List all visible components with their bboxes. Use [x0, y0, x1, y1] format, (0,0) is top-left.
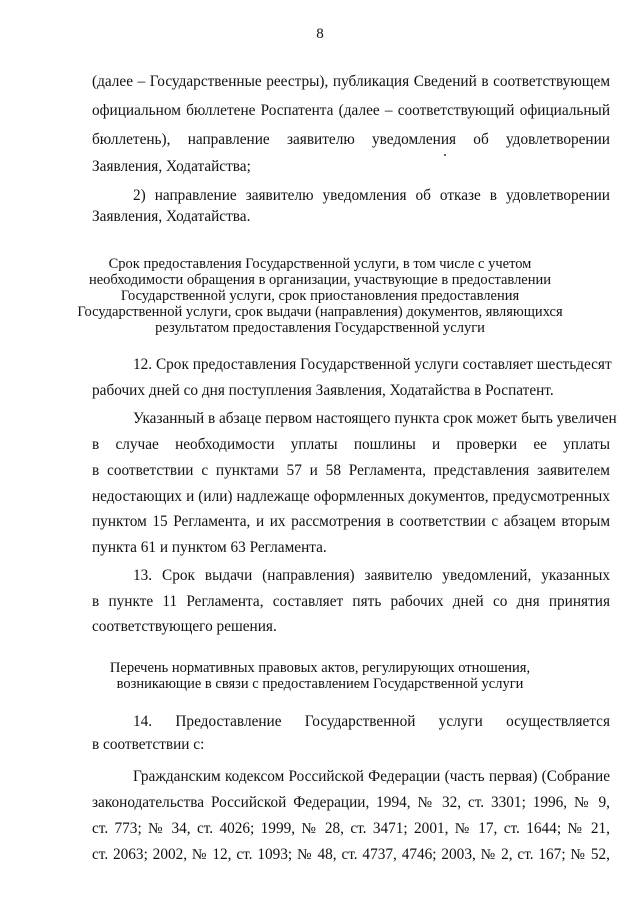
text-line: 2) направление заявителю уведомления об отказе в удовлетворении [133, 187, 610, 204]
scan-speck [444, 154, 446, 156]
text-line: Заявления, Ходатайства; [92, 158, 251, 175]
text-line: недостающих и (или) надлежаще оформленных документов, предусмотренных [92, 488, 610, 505]
text-line: ст. 2063; 2002, № 12, ст. 1093; № 48, ст. 4737, 4746; 2003, № 2, ст. 167; № 52, [92, 846, 610, 863]
text-line: бюллетень), направление заявителю уведомления об удовлетворении [92, 131, 610, 148]
section-heading-line: необходимости обращения в организации, участвующие в предоставлении [88, 272, 552, 288]
section-heading-line: Срок предоставления Государственной услуги, в том числе с учетом [108, 256, 532, 272]
text-line: Гражданским кодексом Российской Федерации (часть первая) (Собрание [133, 768, 610, 785]
page-number: 8 [316, 26, 324, 42]
section-heading-line: возникающие в связи с предоставлением Государственной услуги [116, 676, 524, 692]
text-line: Заявления, Ходатайства. [92, 208, 251, 225]
text-line: в соответствии с: [92, 736, 205, 753]
text-line: пунктом 15 Регламента, и их рассмотрения в соответствии с абзацем вторым [92, 513, 610, 530]
text-line: соответствующего решения. [92, 618, 277, 635]
text-line: в случае необходимости уплаты пошлины и проверки ее уплаты [92, 436, 610, 453]
text-line: в пункте 11 Регламента, составляет пять рабочих дней со дня принятия [92, 593, 610, 610]
text-line: Указанный в абзаце первом настоящего пункта срок может быть увеличен [133, 410, 617, 427]
text-line: 14. Предоставление Государственной услуги осуществляется [133, 713, 610, 730]
text-line: 13. Срок выдачи (направления) заявителю уведомлений, указанных [133, 567, 610, 584]
text-line: ст. 773; № 34, ст. 4026; 1999, № 28, ст. 3471; 2001, № 17, ст. 1644; № 21, [92, 820, 610, 837]
text-line: (далее – Государственные реестры), публикация Сведений в соответствующем [92, 73, 610, 90]
text-line: официальном бюллетене Роспатента (далее – соответствующий официальный [92, 102, 610, 119]
text-line: 12. Срок предоставления Государственной услуги составляет шестьдесят [133, 356, 612, 373]
section-heading-line: Перечень нормативных правовых актов, регулирующих отношения, [109, 660, 531, 676]
text-line: законодательства Российской Федерации, 1994, № 32, ст. 3301; 1996, № 9, [92, 794, 610, 811]
section-heading-line: Государственной услуги, срок выдачи (направления) документов, являющихся [77, 304, 563, 320]
text-line: рабочих дней со дня поступления Заявления, Ходатайства в Роспатент. [92, 382, 554, 399]
section-heading-line: Государственной услуги, срок приостановления предоставления [120, 288, 520, 304]
text-line: пункта 61 и пунктом 63 Регламента. [92, 539, 327, 556]
section-heading-line: результатом предоставления Государственной услуги [155, 320, 485, 336]
text-line: в соответствии с пунктами 57 и 58 Регламента, представления заявителем [92, 462, 610, 479]
